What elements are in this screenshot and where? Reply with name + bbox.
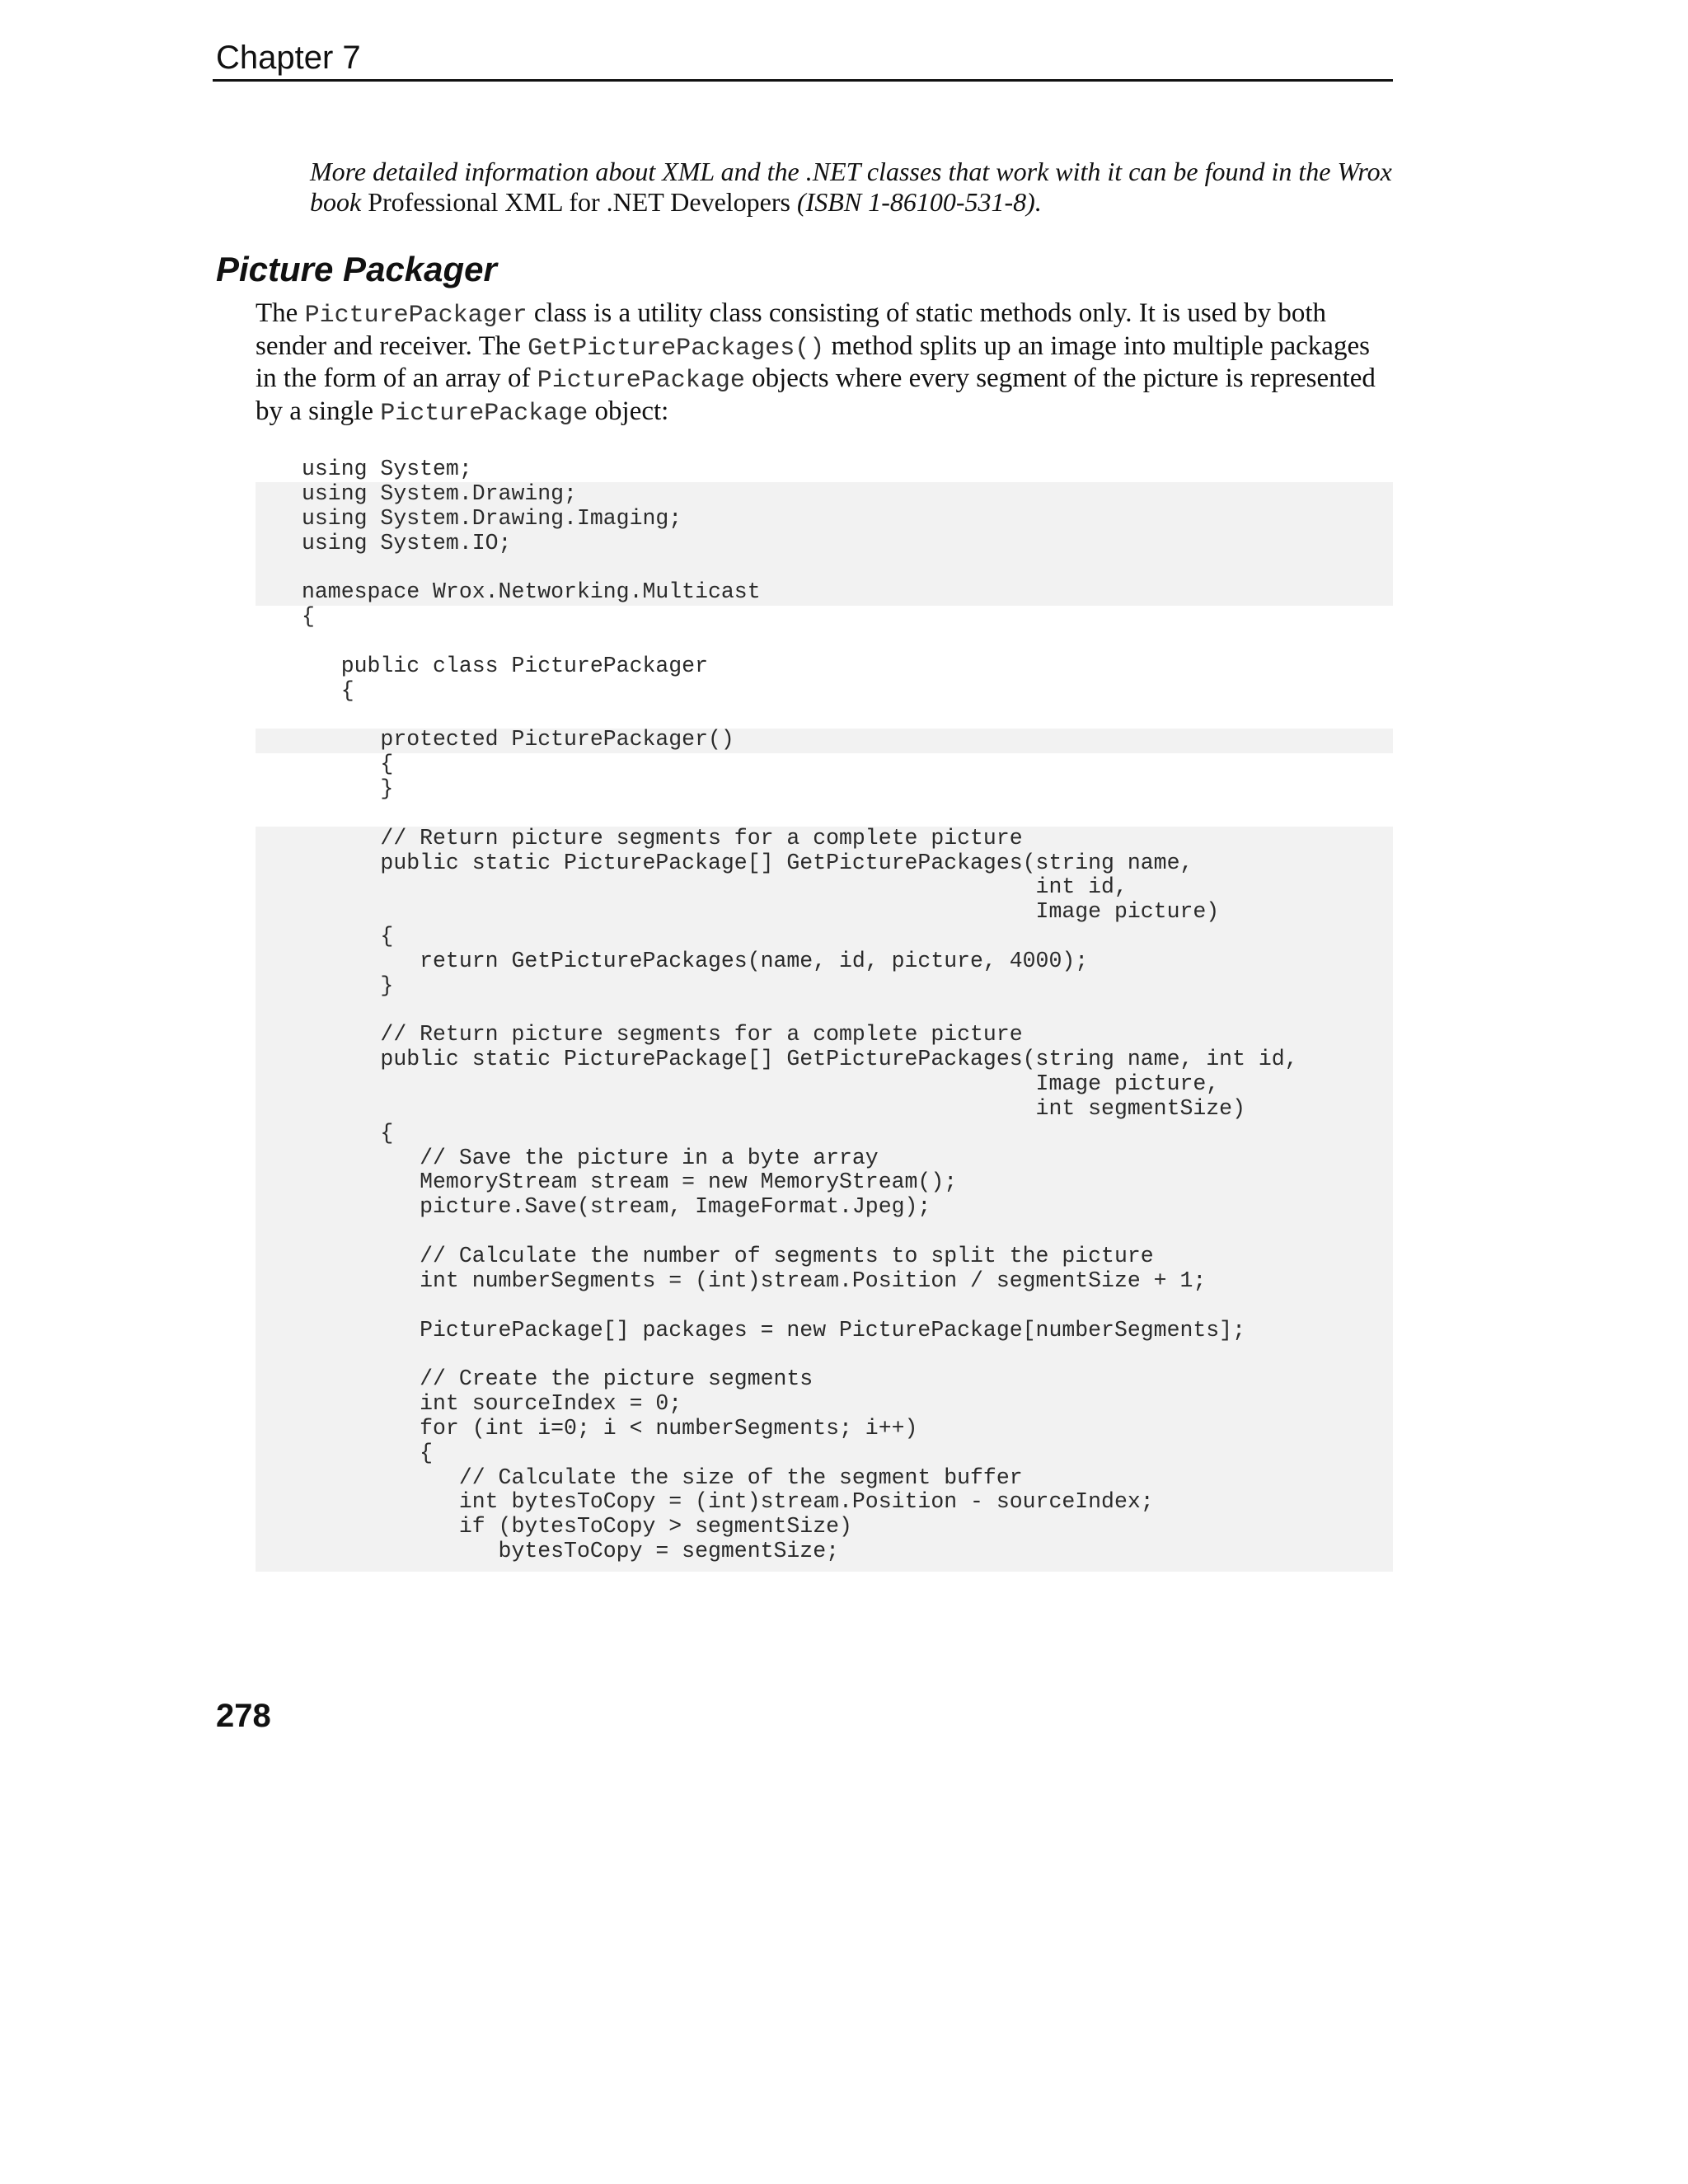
code-line: for (int i=0; i < numberSegments; i++) — [302, 1415, 918, 1441]
code-line: { — [302, 1440, 434, 1465]
code-line: bytesToCopy = segmentSize; — [302, 1539, 840, 1564]
body-text-5: object: — [588, 396, 669, 426]
code-line — [302, 1343, 1298, 1367]
code-line — [302, 555, 1298, 580]
code-line: { — [302, 604, 315, 630]
code-line: MemoryStream stream = new MemoryStream(); — [302, 1169, 958, 1195]
code-line: public static PicturePackage[] GetPicturePackages(string name, int id, — [302, 1047, 1298, 1072]
body-text-1: The — [256, 298, 305, 328]
code-line: using System; — [302, 457, 472, 481]
code-line: // Return picture segments for a complete picture — [302, 825, 1023, 851]
code-line: using System.Drawing; — [302, 480, 577, 506]
body-text-2: class is a utility class consisting of static methods only. It is used by both sender and receiver. The — [256, 298, 1327, 361]
code-line: return GetPicturePackages(name, id, picture, 4000); — [302, 948, 1089, 973]
code-line: // Save the picture in a byte array — [302, 1145, 879, 1170]
code-line: namespace Wrox.Networking.Multicast — [302, 579, 761, 605]
header-rule — [213, 79, 1393, 82]
code-line: // Calculate the number of segments to split the picture — [302, 1244, 1154, 1268]
code-line: public class PicturePackager — [302, 653, 708, 678]
code-line: // Calculate the size of the segment buffer — [302, 1465, 1023, 1490]
code-line: int segmentSize) — [302, 1095, 1245, 1121]
code-line: { — [302, 1120, 394, 1146]
note-isbn: (ISBN 1-86100-531-8). — [796, 187, 1042, 217]
code-line: int bytesToCopy = (int)stream.Position - sourceIndex; — [302, 1489, 1154, 1515]
code-line: PicturePackage[] packages = new PicturePackage[numberSegments]; — [302, 1317, 1245, 1343]
code-line: // Create the picture segments — [302, 1366, 814, 1392]
code-line — [302, 703, 1298, 728]
chapter-header: Chapter 7 — [216, 40, 361, 76]
code-line — [302, 1294, 1298, 1319]
code-line: int sourceIndex = 0; — [302, 1391, 682, 1417]
page-number: 278 — [216, 1698, 271, 1734]
code-line: // Return picture segments for a complete picture — [302, 1022, 1023, 1047]
code-line: using System.IO; — [302, 530, 512, 555]
code-line: { — [302, 677, 354, 703]
code-line: { — [302, 752, 394, 777]
code-line — [302, 1220, 1298, 1244]
code-line: } — [302, 972, 394, 998]
code-line: public static PicturePackage[] GetPicturePackages(string name, — [302, 850, 1193, 875]
body-text-3: method splits up an image into multiple packages in the form of an array of — [256, 330, 1370, 393]
body-paragraph — [256, 298, 1397, 429]
code-line: int numberSegments = (int)stream.Position / segmentSize + 1; — [302, 1268, 1207, 1293]
note-book-title: Professional XML for .NET Developers — [368, 187, 790, 217]
code-line: } — [302, 776, 394, 801]
code-line: picture.Save(stream, ImageFormat.Jpeg); — [302, 1194, 931, 1220]
section-title: Picture Packager — [216, 250, 497, 288]
inline-code-type: PicturePackage — [537, 367, 745, 395]
code-line: Image picture) — [302, 899, 1220, 925]
code-line — [302, 999, 1298, 1024]
inline-code-type-2: PicturePackage — [380, 399, 588, 428]
inline-code-class: PicturePackager — [304, 302, 528, 330]
code-line: if (bytesToCopy > segmentSize) — [302, 1514, 852, 1540]
code-line — [302, 630, 1298, 654]
inline-code-method: GetPicturePackages() — [528, 334, 825, 363]
code-line: protected PicturePackager() — [302, 727, 734, 752]
code-line: int id, — [302, 874, 1128, 900]
code-line: { — [302, 924, 394, 949]
note-text: More detailed information about XML and the .NET classes that work with it can be found in the Wrox book — [310, 157, 1392, 217]
code-line — [302, 802, 1298, 827]
reference-note — [310, 157, 1398, 218]
code-line: Image picture, — [302, 1071, 1220, 1097]
code-listing — [302, 457, 1298, 1564]
code-line: using System.Drawing.Imaging; — [302, 505, 682, 531]
body-text-4: objects where every segment of the picture is represented by a single — [256, 363, 1376, 426]
